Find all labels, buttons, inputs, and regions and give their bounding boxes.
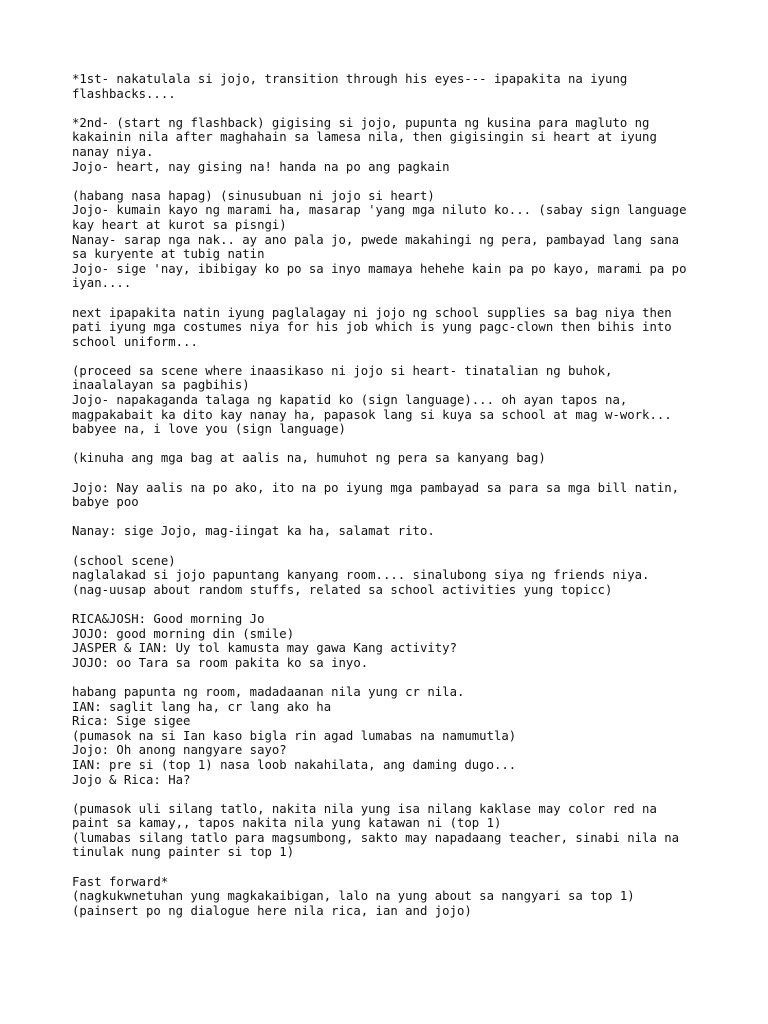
text-line: (nag-uusap about random stuffs, related sa school activities yung topicc): [72, 582, 613, 597]
text-line: habang papunta ng room, madadaanan nila yung cr nila.: [72, 684, 465, 699]
text-line: RICA&JOSH: Good morning Jo: [72, 611, 265, 626]
text-line: inaalalayan sa pagbihis): [72, 378, 250, 393]
text-line: Jojo: Nay aalis na po ako, ito na po iyung mga pambayad sa para sa mga bill natin,: [72, 480, 680, 495]
text-line: (lumabas silang tatlo para magsumbong, sakto may napadaang teacher, sinabi nila na: [72, 830, 680, 845]
paragraph: [72, 451, 712, 466]
text-line: (pumasok uli silang tatlo, nakita nila yung isa nilang kaklase may color red na: [72, 801, 657, 816]
text-line: Jojo- sige 'nay, ibibigay ko po sa inyo mamaya hehehe kain pa po kayo, marami pa po: [72, 261, 687, 276]
text-line: kakainin nila after maghahain sa lamesa nila, then gigisingin si heart at iyung: [72, 130, 657, 145]
text-line: kay heart at kurot sa pisngi): [72, 217, 287, 232]
text-line: magpakabait ka dito kay nanay ha, papasok lang si kuya sa school at mag w-work...: [72, 407, 672, 422]
paragraph: [72, 306, 712, 350]
text-line: Jojo- heart, nay gising na! handa na po ang pagkain: [72, 159, 450, 174]
text-line: Nanay- sarap nga nak.. ay ano pala jo, pwede makahingi ng pera, pambayad lang sana: [72, 232, 680, 247]
paragraph: [72, 685, 712, 787]
text-line: (proceed sa scene where inaasikaso ni jojo si heart- tinatalian ng buhok,: [72, 363, 613, 378]
text-line: (pumasok na si Ian kaso bigla rin agad lumabas na namumutla): [72, 728, 517, 743]
text-line: babye poo: [72, 495, 139, 510]
text-line: *2nd- (start ng flashback) gigising si jojo, pupunta ng kusina para magluto ng: [72, 115, 650, 130]
text-line: JASPER & IAN: Uy tol kamusta may gawa Kang activity?: [72, 641, 457, 656]
paragraph: [72, 481, 712, 510]
paragraph: [72, 802, 712, 860]
text-line: next ipapakita natin iyung paglalagay ni jojo ng school supplies sa bag niya then: [72, 305, 672, 320]
text-line: iyan....: [72, 276, 132, 291]
text-line: Jojo & Rica: Ha?: [72, 772, 191, 787]
text-line: Jojo- kumain kayo ng marami ha, masarap 'yang mga niluto ko... (sabay sign language: [72, 203, 687, 218]
text-line: *1st- nakatulala si jojo, transition through his eyes--- ipapakita na iyung: [72, 72, 628, 86]
text-line: (school scene): [72, 553, 176, 568]
text-line: tinulak nung painter si top 1): [72, 845, 295, 860]
document-body: [72, 72, 712, 933]
text-line: babyee na, i love you (sign language): [72, 422, 346, 437]
text-line: IAN: saglit lang ha, cr lang ako ha: [72, 699, 332, 714]
text-line: JOJO: oo Tara sa room pakita ko sa inyo.: [72, 655, 369, 670]
text-line: (nagkukwnetuhan yung magkakaibigan, lalo na yung about sa nangyari sa top 1): [72, 889, 635, 904]
paragraph: [72, 116, 712, 174]
text-line: JOJO: good morning din (smile): [72, 626, 295, 641]
text-line: pati iyung mga costumes niya for his job which is yung pagc-clown then bihis into: [72, 320, 672, 335]
text-line: paint sa kamay,, tapos nakita nila yung katawan ni (top 1): [72, 816, 502, 831]
text-line: IAN: pre si (top 1) nasa loob nakahilata, ang daming dugo...: [72, 757, 517, 772]
text-line: Jojo: Oh anong nangyare sayo?: [72, 743, 287, 758]
text-line: naglalakad si jojo papuntang kanyang room.... sinalubong siya ng friends niya.: [72, 568, 650, 583]
paragraph: [72, 364, 712, 437]
text-line: (painsert po ng dialogue here nila rica, ian and jojo): [72, 903, 472, 918]
text-line: sa kuryente at tubig natin: [72, 247, 265, 262]
text-line: (kinuha ang mga bag at aalis na, humuhot ng pera sa kanyang bag): [72, 451, 546, 466]
paragraph: [72, 524, 712, 539]
paragraph: [72, 72, 712, 101]
text-line: Jojo- napakaganda talaga ng kapatid ko (sign language)... oh ayan tapos na,: [72, 393, 628, 408]
paragraph: [72, 612, 712, 670]
paragraph: [72, 554, 712, 598]
text-line: school uniform...: [72, 334, 198, 349]
text-line: (habang nasa hapag) (sinusubuan ni jojo si heart): [72, 188, 435, 203]
text-line: nanay niya.: [72, 144, 154, 159]
text-line: Nanay: sige Jojo, mag-iingat ka ha, salamat rito.: [72, 524, 435, 539]
text-line: Fast forward*: [72, 874, 169, 889]
text-line: Rica: Sige sigee: [72, 714, 191, 729]
paragraph: [72, 875, 712, 919]
text-line: flashbacks....: [72, 86, 176, 101]
paragraph: [72, 189, 712, 291]
